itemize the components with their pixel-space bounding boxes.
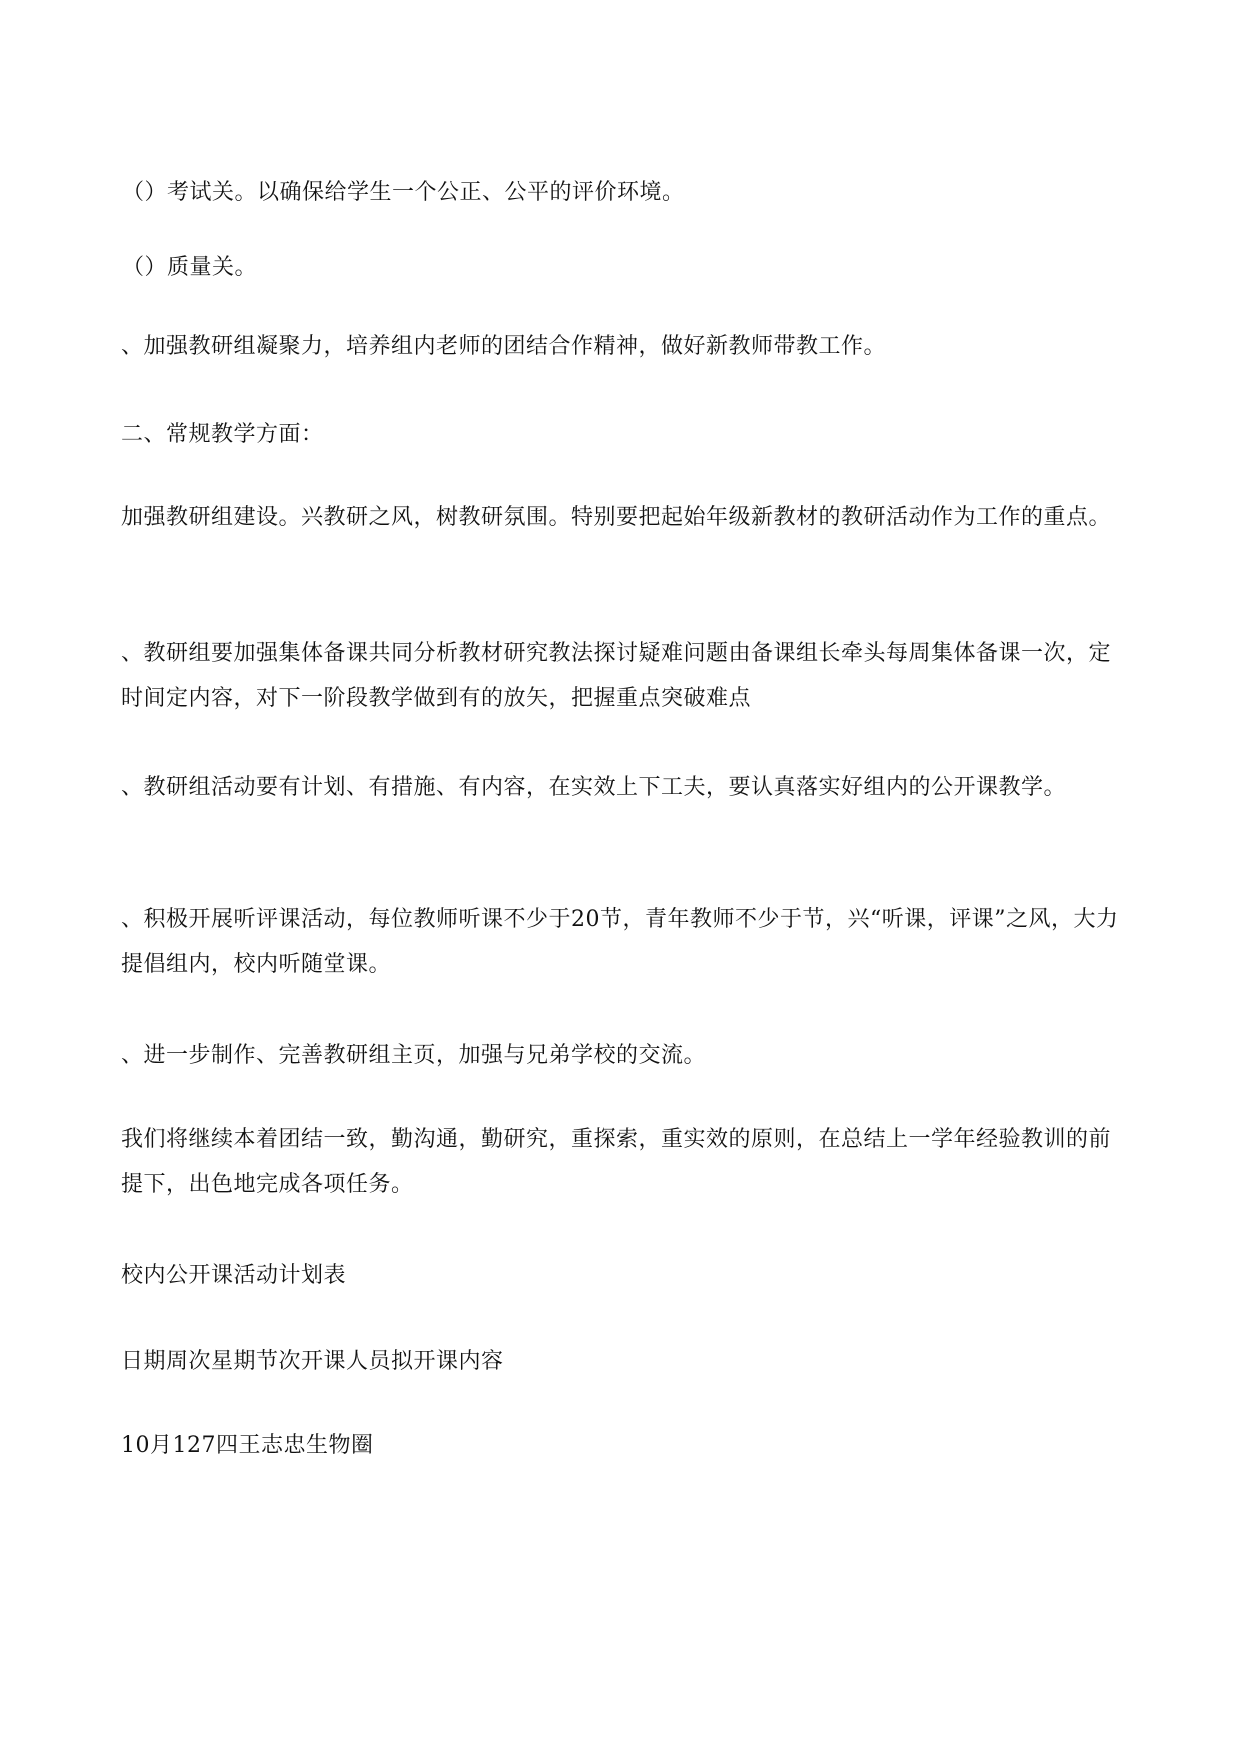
paragraph-conclusion: 我们将继续本着团结一致，勤沟通，勤研究，重探索，重实效的原则，在总结上一学年经验教训的前提下，出色地完成各项任务。 xyxy=(121,1127,1112,1197)
paragraph-team-cohesion: 、加强教研组凝聚力，培养组内老师的团结合作精神，做好新教师带教工作。 xyxy=(121,334,887,359)
paragraph-lesson-observation: 、积极开展听评课活动，每位教师听课不少于20节，青年教师不少于节，兴“听课，评课”之风，大力提倡组内，校内听随堂课。 xyxy=(121,907,1119,977)
paragraph-group-building: 加强教研组建设。兴教研之风，树教研氛围。特别要把起始年级新教材的教研活动作为工作的重点。 xyxy=(121,505,1112,530)
paragraph-group-activities: 、教研组活动要有计划、有措施、有内容，在实效上下工夫，要认真落实好组内的公开课教学。 xyxy=(121,775,1067,800)
paragraph-exam-check: （）考试关。以确保给学生一个公正、公平的评价环境。 xyxy=(122,180,685,205)
section-heading-routine-teaching: 二、常规教学方面： xyxy=(121,422,324,447)
table-header-row: 日期周次星期节次开课人员拟开课内容 xyxy=(121,1349,504,1374)
paragraph-homepage: 、进一步制作、完善教研组主页，加强与兄弟学校的交流。 xyxy=(121,1043,707,1068)
paragraph-collective-lesson-prep: 、教研组要加强集体备课共同分析教材研究教法探讨疑难问题由备课组长牵头每周集体备课一次，定时间定内容，对下一阶段教学做到有的放矢，把握重点突破难点 xyxy=(121,641,1112,711)
table-title: 校内公开课活动计划表 xyxy=(121,1263,347,1288)
table-row: 10月127四王志忠生物圈 xyxy=(121,1433,374,1458)
paragraph-quality-check: （）质量关。 xyxy=(122,255,258,280)
